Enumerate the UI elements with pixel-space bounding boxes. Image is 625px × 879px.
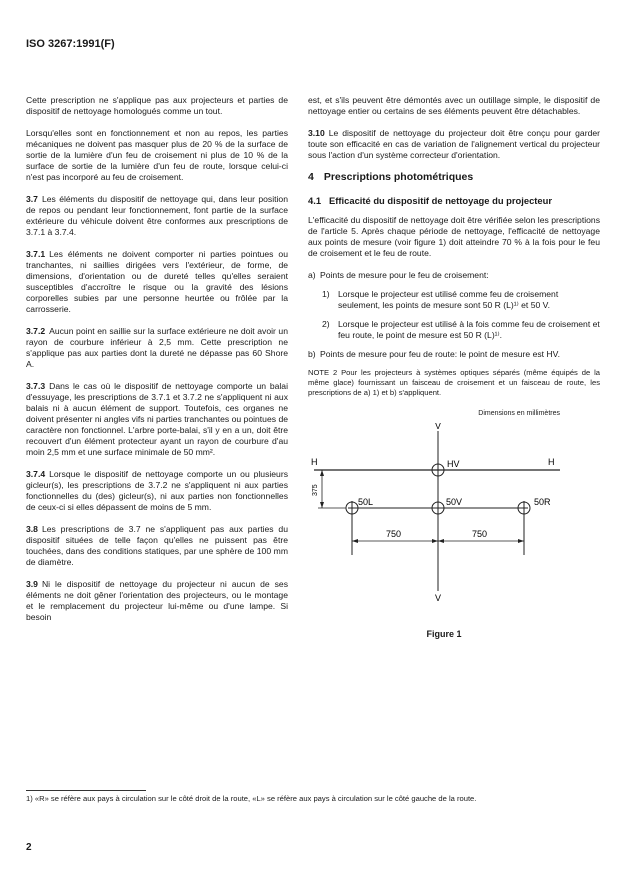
dim-arrow bbox=[320, 470, 324, 476]
list-item-b bbox=[308, 349, 600, 360]
section-text: Aucun point en saillie sur la surface extérieure ne doit avoir un rayon de courbure inférieur à 2,5 mm. Cette prescription ne s'applique pas aux parties dont la dureté ne dépasse pas 60 Shore A. bbox=[26, 326, 288, 369]
section-3-10 bbox=[308, 128, 600, 161]
dim-arrow bbox=[352, 539, 358, 543]
section-title: Efficacité du dispositif de nettoyage du projecteur bbox=[329, 195, 552, 206]
page-number: 2 bbox=[26, 842, 32, 853]
footnote: 1) «R» se réfère aux pays à circulation sur le côté droit de la route, «L» se réfère aux pays à circulation sur le côté gauche de la route. bbox=[26, 794, 477, 803]
dim-arrow bbox=[320, 502, 324, 508]
section-title: Prescriptions photométriques bbox=[323, 171, 474, 183]
section-number: 3.7 bbox=[26, 194, 38, 204]
list-text: Lorsque le projecteur est utilisé à la fois comme feu de croisement et feu route, le point de mesure est 50 R (L)¹⁾. bbox=[338, 319, 600, 340]
section-number: 3.10 bbox=[308, 128, 325, 138]
list-item-a2 bbox=[322, 319, 600, 341]
section-text: Ni le dispositif de nettoyage du projecteur ni aucun de ses éléments ne doit gêner l'orientation des projecteurs, ou le montage et le remplacement du projecteur lui-même ou d'une lampe. Si besoin bbox=[26, 579, 288, 622]
label-v-bottom: V bbox=[435, 593, 442, 603]
section-4-1-text: L'efficacité du dispositif de nettoyage doit être vérifiée selon les prescriptions de l'article 5. Après chaque période de nettoyage, l'efficacité de nettoyage aux points de mesure (voir figure 1) doit atteindre 70 % à la fois pour le feu de croisement et le feu de route. bbox=[308, 215, 600, 258]
figure-1-diagram bbox=[308, 423, 600, 623]
section-number: 4 bbox=[308, 171, 314, 183]
list-text: Lorsque le projecteur est utilisé comme feu de croisement seulement, les points de mesure sont 50 R (L)¹⁾ et 50 V. bbox=[338, 289, 559, 310]
section-text: Les éléments du dispositif de nettoyage qui, dans leur position de repos ou pendant leur fonctionnement, font partie de la surface extérieure du véhicule doivent être conformes aux prescriptions de 3.7.1 à 3.7.4. bbox=[26, 194, 288, 237]
section-number: 3.7.4 bbox=[26, 469, 46, 479]
section-number: 3.7.1 bbox=[26, 249, 46, 259]
list-label: b) bbox=[308, 349, 316, 359]
section-4-heading bbox=[308, 172, 600, 183]
section-4-1-heading bbox=[308, 195, 600, 207]
label-50l: 50L bbox=[358, 497, 374, 507]
label-50v: 50V bbox=[446, 497, 463, 507]
left-column bbox=[26, 95, 288, 634]
figure-caption: Figure 1 bbox=[426, 629, 462, 639]
section-number: 4.1 bbox=[308, 195, 322, 206]
footnote-divider bbox=[26, 790, 146, 791]
section-3-7-1 bbox=[26, 249, 288, 315]
label-v-top: V bbox=[435, 423, 442, 431]
dim-arrow bbox=[518, 539, 524, 543]
list-text: Points de mesure pour le feu de croisement: bbox=[320, 270, 489, 280]
section-3-8 bbox=[26, 524, 288, 568]
note-2: NOTE 2 Pour les projecteurs à systèmes optiques séparés (même équipés de la même glace) fournissant un faisceau de croisement et un faisceau de route, les prescriptions de a) 1) et b) s'appliquent. bbox=[308, 368, 600, 397]
section-3-7-3 bbox=[26, 381, 288, 458]
section-text: Dans le cas où le dispositif de nettoyage comporte un balai d'essuyage, les prescriptions de 3.7.1 et 3.7.2 ne s'appliquent ni aux balais ni à aucun élément de support. Toutefois, ces organes ne doivent présenter ni angles vifs ni parties tranchantes ou pointues de caractère non fonctionnel. L'arbre porte-balai, s'il y en a un, doit être recouvert d'un élément protecteur ayant un rayon de courbure d'au moin 2,5 mm et une surface minimale de 50 mm². bbox=[26, 381, 288, 457]
label-dim-375: 375 bbox=[312, 484, 319, 496]
section-text: Lorsque le dispositif de nettoyage comporte un ou plusieurs gicleur(s), les prescriptions de 3.7.2 ne s'appliquent ni aux parties fonctionnelles du (des) gicleur(s), ni aux parties non fonctionnelles de ceux-ci si elles dépassent de moins de 5 mm. bbox=[26, 469, 288, 512]
right-column bbox=[308, 95, 600, 640]
list-item-a bbox=[308, 270, 600, 281]
label-dim-750-right: 750 bbox=[472, 529, 488, 539]
label-hv: HV bbox=[447, 459, 460, 469]
list-label: 1) bbox=[322, 289, 330, 299]
section-number: 3.7.3 bbox=[26, 381, 46, 391]
list-label: a) bbox=[308, 270, 316, 280]
paragraph-continuation: Cette prescription ne s'applique pas aux projecteurs et parties de dispositif de nettoyage homologués comme un tout. bbox=[26, 95, 288, 116]
section-3-9 bbox=[26, 579, 288, 623]
dim-arrow bbox=[438, 539, 444, 543]
list-label: 2) bbox=[322, 319, 330, 329]
label-h-left: H bbox=[311, 457, 318, 467]
measurement-points-diagram bbox=[308, 423, 600, 623]
label-h-right: H bbox=[548, 457, 555, 467]
paragraph-continuation: est, et s'ils peuvent être démontés avec un outillage simple, le dispositif de nettoyage entier ou certains de ses éléments peuvent être détachables. bbox=[308, 95, 600, 116]
list-item-a1 bbox=[322, 289, 600, 311]
dimensions-caption: Dimensions en millimètres bbox=[478, 410, 560, 417]
section-number: 3.9 bbox=[26, 579, 38, 589]
dim-arrow bbox=[432, 539, 438, 543]
label-dim-750-left: 750 bbox=[386, 529, 402, 539]
document-header: ISO 3267:1991(F) bbox=[26, 38, 115, 50]
paragraph-mechanical-parts: Lorsqu'elles sont en fonctionnement et non au repos, les parties mécaniques ne doivent pas masquer plus de 20 % de la surface de sortie de la lumière d'un feu de croisement ni plus de 10 % de la surface de sortie de la lumière d'un feu de route, lorsque celui-ci n'est pas incorporé au feu de croisement. bbox=[26, 128, 288, 182]
list-text: Points de mesure pour feu de route: le point de mesure est HV. bbox=[320, 349, 560, 359]
section-number: 3.8 bbox=[26, 524, 38, 534]
section-text: Les prescriptions de 3.7 ne s'appliquent pas aux parties du dispositif situées de telle façon qu'elles ne puissent pas être touchées, dans des conditions statiques, par une sphère de 100 mm de diamètre. bbox=[26, 524, 288, 567]
section-text: Le dispositif de nettoyage du projecteur doit être conçu pour garder toute son efficacité en cas de variation de l'alignement vertical du projecteur sous l'action d'un système correcteur d'orientation. bbox=[308, 128, 600, 160]
label-50r: 50R bbox=[534, 497, 551, 507]
section-text: Les éléments ne doivent comporter ni parties pointues ou tranchantes, ni saillies dirigées vers l'extérieur, de forme, de dimensions, d'orientation ou de dureté telles qu'elles seraient susceptibles d'accroître le risque ou la gravité des lésions corporelles subies par une personne heurtée ou frôlée par la carrosserie. bbox=[26, 249, 288, 314]
section-3-7-4 bbox=[26, 469, 288, 513]
section-3-7-2 bbox=[26, 326, 288, 370]
section-number: 3.7.2 bbox=[26, 326, 46, 336]
section-3-7 bbox=[26, 194, 288, 238]
